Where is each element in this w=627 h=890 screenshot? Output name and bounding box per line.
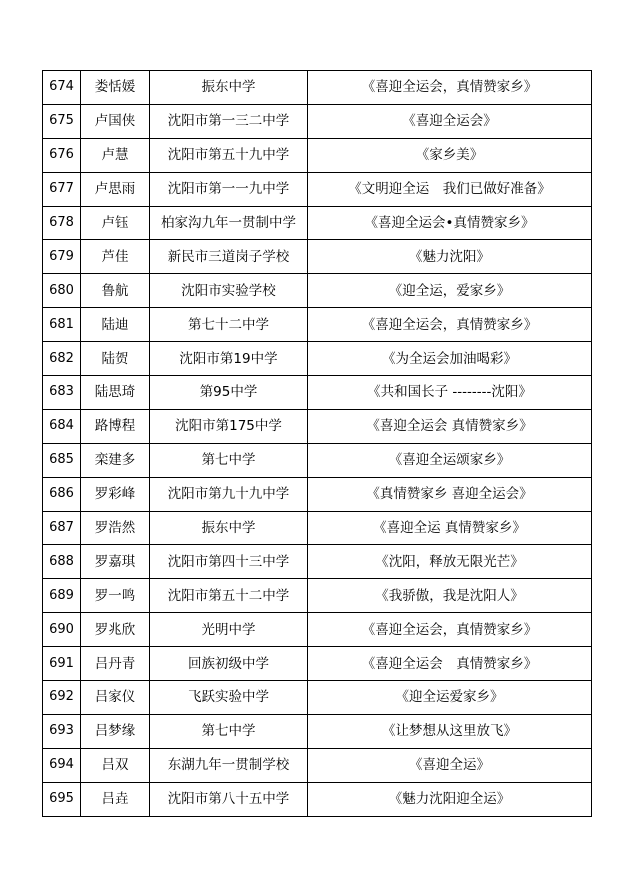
table-row <box>43 613 592 647</box>
student-name: 芦佳 <box>81 240 150 274</box>
entry-number: 693 <box>43 714 81 748</box>
table-row <box>43 681 592 715</box>
student-name: 吕家仪 <box>81 681 150 715</box>
school-name: 第95中学 <box>150 376 308 410</box>
school-name: 第七十二中学 <box>150 308 308 342</box>
school-name: 振东中学 <box>150 71 308 105</box>
work-title: 《喜迎全运颂家乡》 <box>308 443 592 477</box>
school-name: 沈阳市第19中学 <box>150 342 308 376</box>
work-title: 《为全运会加油喝彩》 <box>308 342 592 376</box>
work-title: 《让梦想从这里放飞》 <box>308 714 592 748</box>
school-name: 东湖九年一贯制学校 <box>150 748 308 782</box>
student-name: 陆迪 <box>81 308 150 342</box>
table-row <box>43 782 592 816</box>
work-title: 《家乡美》 <box>308 138 592 172</box>
school-name: 沈阳市第五十二中学 <box>150 579 308 613</box>
school-name: 沈阳市第一一九中学 <box>150 172 308 206</box>
entry-number: 688 <box>43 545 81 579</box>
entry-number: 685 <box>43 443 81 477</box>
school-name: 沈阳市第八十五中学 <box>150 782 308 816</box>
work-title: 《喜迎全运会，真情赞家乡》 <box>308 613 592 647</box>
entry-number: 691 <box>43 647 81 681</box>
table-row <box>43 545 592 579</box>
entry-number: 682 <box>43 342 81 376</box>
work-title: 《喜迎全运会 真情赞家乡》 <box>308 409 592 443</box>
school-name: 飞跃实验中学 <box>150 681 308 715</box>
entry-number: 676 <box>43 138 81 172</box>
entry-number: 683 <box>43 376 81 410</box>
table-row <box>43 579 592 613</box>
student-name: 罗一鸣 <box>81 579 150 613</box>
entry-number: 689 <box>43 579 81 613</box>
school-name: 新民市三道岗子学校 <box>150 240 308 274</box>
work-title: 《喜迎全运会》 <box>308 104 592 138</box>
work-title: 《沈阳，释放无限光芒》 <box>308 545 592 579</box>
student-name: 卢慧 <box>81 138 150 172</box>
school-name: 第七中学 <box>150 714 308 748</box>
table-row <box>43 342 592 376</box>
entry-number: 686 <box>43 477 81 511</box>
table-row <box>43 308 592 342</box>
entry-number: 695 <box>43 782 81 816</box>
student-name: 娄恬媛 <box>81 71 150 105</box>
entry-number: 681 <box>43 308 81 342</box>
school-name: 沈阳市第四十三中学 <box>150 545 308 579</box>
student-name: 陆贺 <box>81 342 150 376</box>
entry-number: 694 <box>43 748 81 782</box>
school-name: 振东中学 <box>150 511 308 545</box>
work-title: 《我骄傲，我是沈阳人》 <box>308 579 592 613</box>
student-name: 卢钰 <box>81 206 150 240</box>
entry-number: 680 <box>43 274 81 308</box>
student-name: 吕垚 <box>81 782 150 816</box>
table-row <box>43 206 592 240</box>
work-title: 《喜迎全运会，真情赞家乡》 <box>308 308 592 342</box>
table-row <box>43 172 592 206</box>
work-title: 《喜迎全运会 真情赞家乡》 <box>308 647 592 681</box>
work-title: 《喜迎全运会，真情赞家乡》 <box>308 71 592 105</box>
school-name: 沈阳市第一三二中学 <box>150 104 308 138</box>
entries-table <box>42 70 592 817</box>
student-name: 吕双 <box>81 748 150 782</box>
work-title: 《喜迎全运》 <box>308 748 592 782</box>
student-name: 罗嘉琪 <box>81 545 150 579</box>
table-row <box>43 71 592 105</box>
table-row <box>43 443 592 477</box>
table-row <box>43 138 592 172</box>
student-name: 罗兆欣 <box>81 613 150 647</box>
table-row <box>43 240 592 274</box>
school-name: 沈阳市第五十九中学 <box>150 138 308 172</box>
work-title: 《迎全运爱家乡》 <box>308 681 592 715</box>
entry-number: 684 <box>43 409 81 443</box>
work-title: 《迎全运，爱家乡》 <box>308 274 592 308</box>
entry-number: 692 <box>43 681 81 715</box>
student-name: 罗彩峰 <box>81 477 150 511</box>
work-title: 《喜迎全运 真情赞家乡》 <box>308 511 592 545</box>
table-row <box>43 714 592 748</box>
work-title: 《共和国长子 --------沈阳》 <box>308 376 592 410</box>
work-title: 《文明迎全运 我们已做好准备》 <box>308 172 592 206</box>
entry-number: 674 <box>43 71 81 105</box>
table-row <box>43 274 592 308</box>
school-name: 第七中学 <box>150 443 308 477</box>
school-name: 柏家沟九年一贯制中学 <box>150 206 308 240</box>
entry-number: 677 <box>43 172 81 206</box>
student-name: 吕丹青 <box>81 647 150 681</box>
entry-number: 678 <box>43 206 81 240</box>
student-name: 路博程 <box>81 409 150 443</box>
table-row <box>43 409 592 443</box>
school-name: 沈阳市实验学校 <box>150 274 308 308</box>
table-row <box>43 511 592 545</box>
school-name: 回族初级中学 <box>150 647 308 681</box>
student-name: 罗浩然 <box>81 511 150 545</box>
table-row <box>43 647 592 681</box>
work-title: 《魅力沈阳》 <box>308 240 592 274</box>
entry-number: 679 <box>43 240 81 274</box>
table-row <box>43 748 592 782</box>
student-name: 吕梦缘 <box>81 714 150 748</box>
table-row <box>43 376 592 410</box>
student-name: 鲁航 <box>81 274 150 308</box>
entry-number: 690 <box>43 613 81 647</box>
school-name: 光明中学 <box>150 613 308 647</box>
student-name: 卢思雨 <box>81 172 150 206</box>
student-name: 陆思琦 <box>81 376 150 410</box>
student-name: 栾建多 <box>81 443 150 477</box>
table-row <box>43 477 592 511</box>
work-title: 《魅力沈阳迎全运》 <box>308 782 592 816</box>
work-title: 《真情赞家乡 喜迎全运会》 <box>308 477 592 511</box>
student-name: 卢国侠 <box>81 104 150 138</box>
school-name: 沈阳市第175中学 <box>150 409 308 443</box>
work-title: 《喜迎全运会•真情赞家乡》 <box>308 206 592 240</box>
school-name: 沈阳市第九十九中学 <box>150 477 308 511</box>
entry-number: 675 <box>43 104 81 138</box>
entry-number: 687 <box>43 511 81 545</box>
table-row <box>43 104 592 138</box>
